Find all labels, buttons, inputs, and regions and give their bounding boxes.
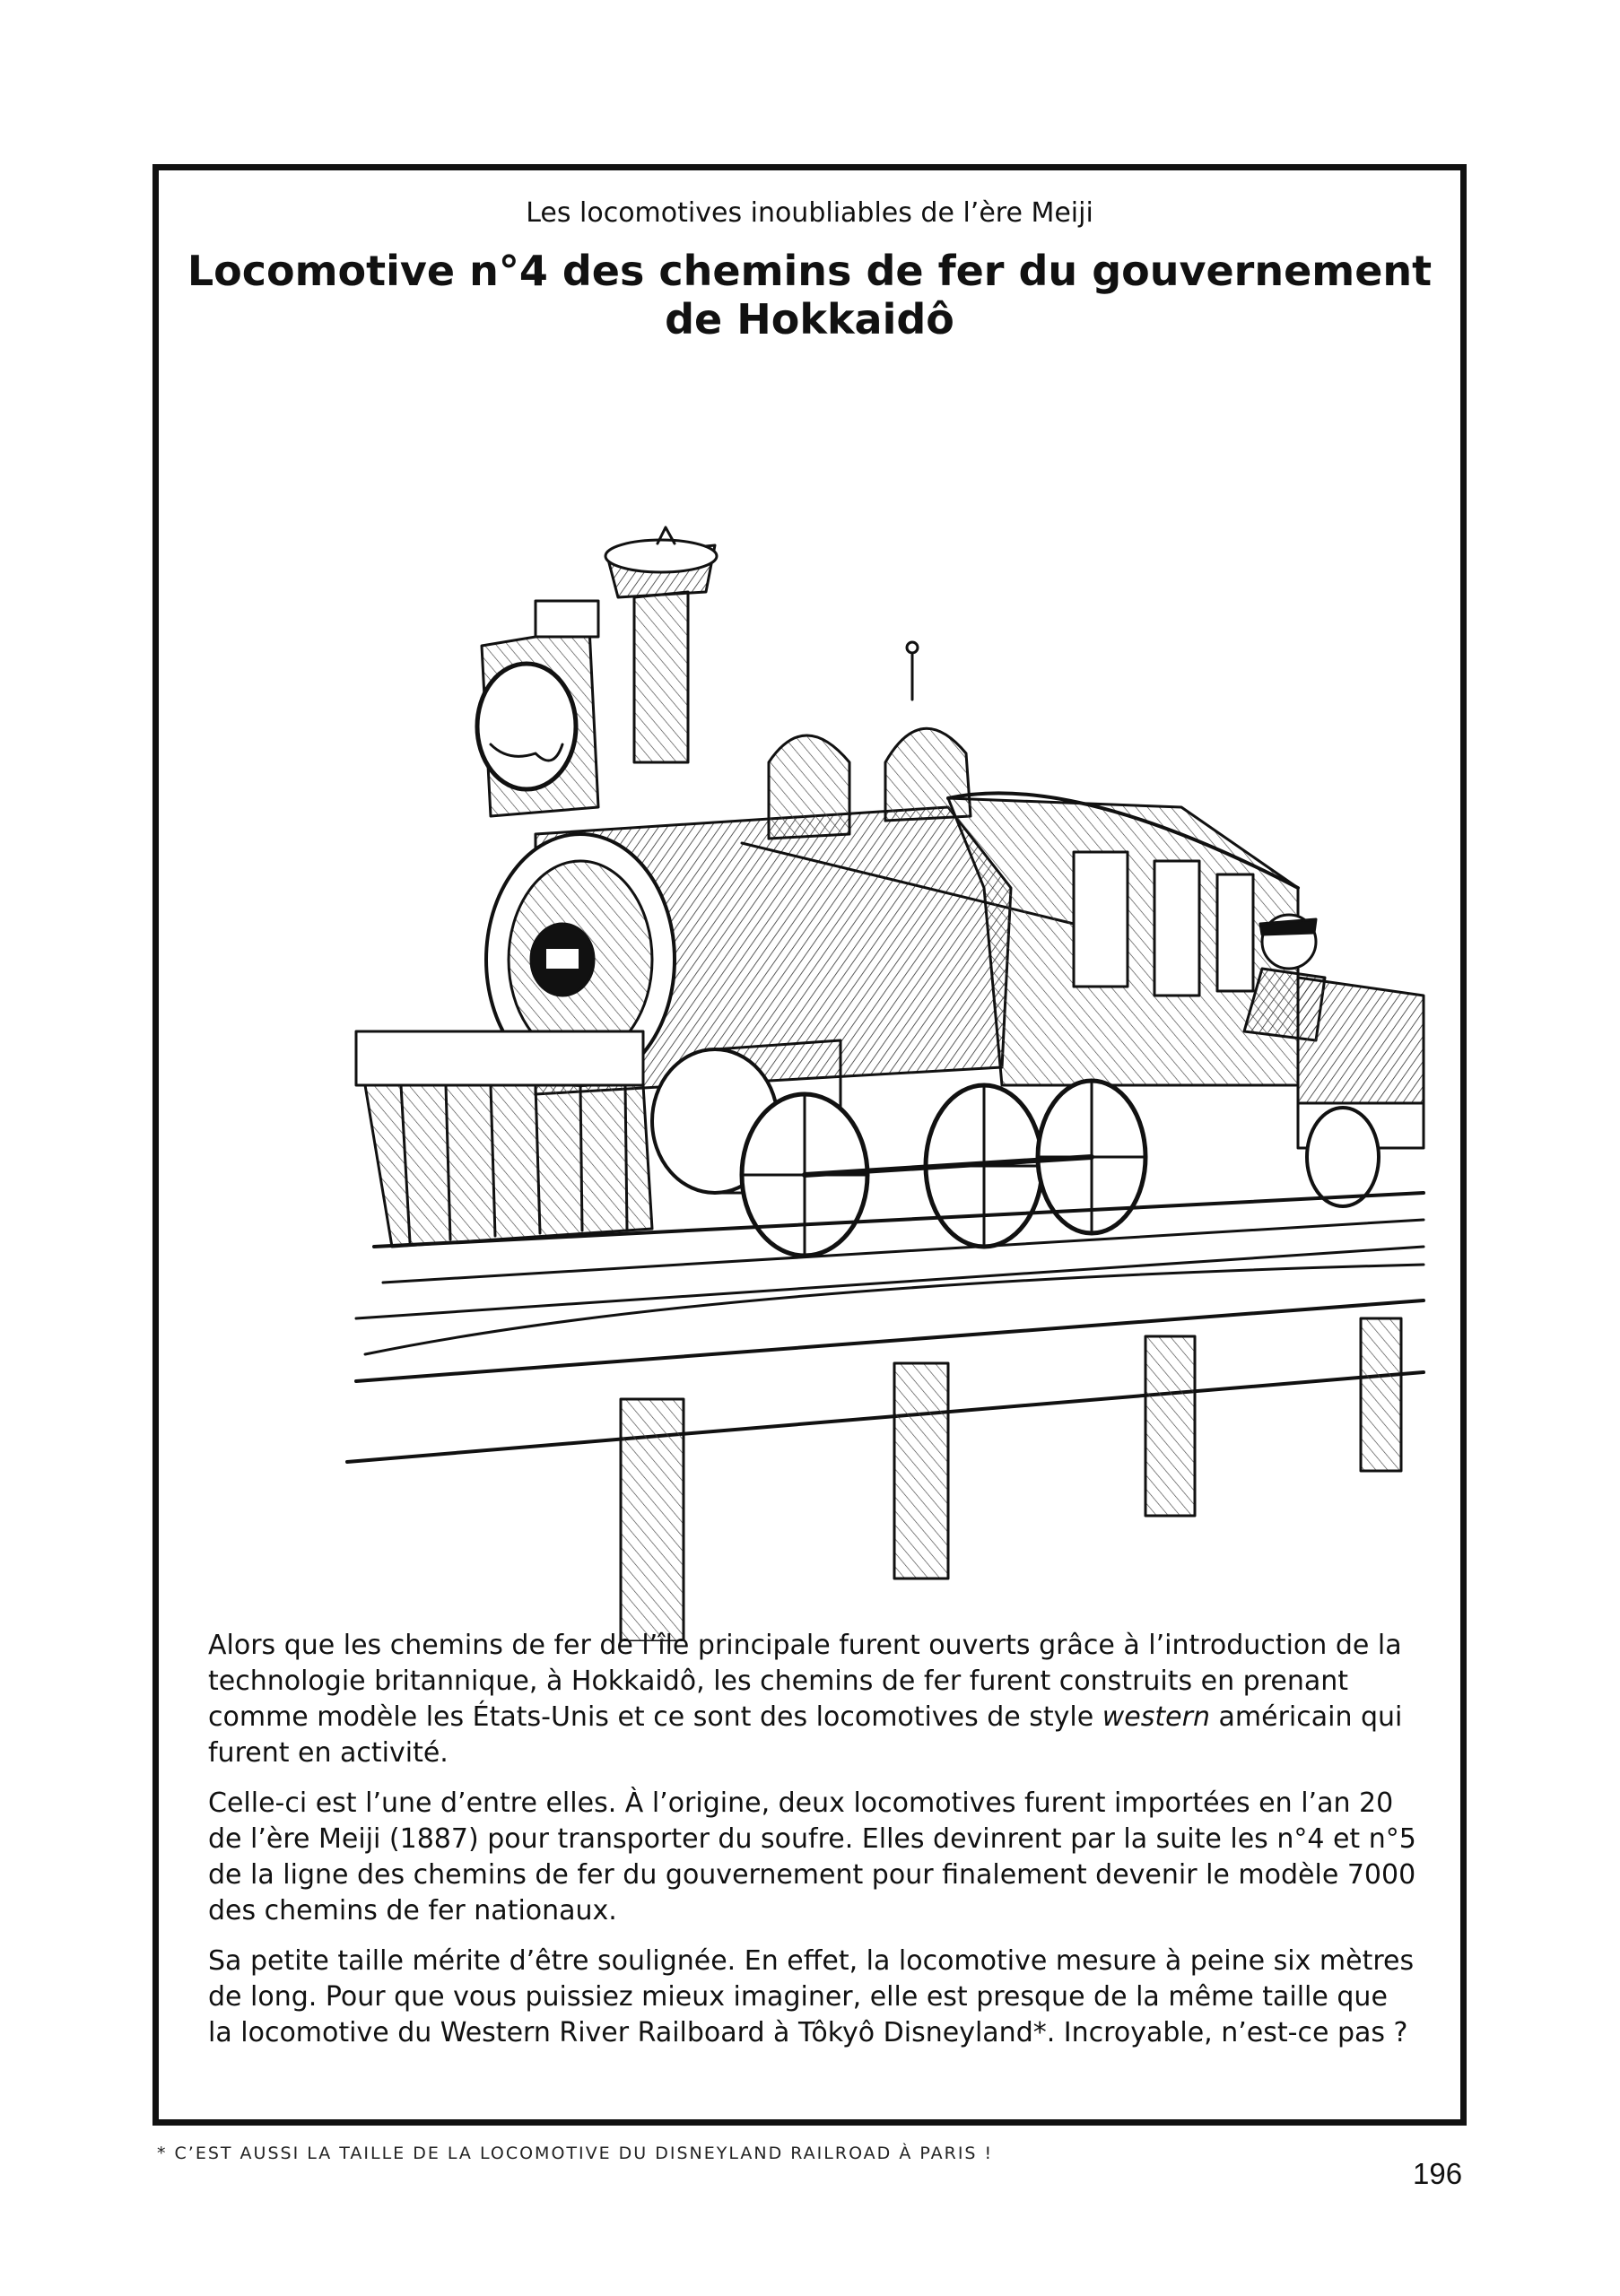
emphasis-western: western — [1102, 1701, 1210, 1733]
locomotive-illustration — [266, 386, 1433, 1641]
smokestack — [605, 527, 717, 762]
track — [347, 1193, 1424, 1641]
footnote: * C’EST AUSSI LA TAILLE DE LA LOCOMOTIVE DU DISNEYLAND RAILROAD À PARIS ! — [157, 2144, 994, 2163]
page-number: 196 — [1413, 2157, 1463, 2190]
body-text — [208, 1628, 1419, 2066]
paragraph-2: Celle-ci est l’une d’entre elles. À l’origine, deux locomotives furent importées en l’an 20 de l’ère Meiji (1887) pour transporter du soufre. Elles devinrent par la suite les n°4 et n°5 de la ligne des chemins de fer du gouvernement pour finalement devenir le modèle 7000 des chemins de fer nationaux. — [208, 1787, 1416, 1926]
headlamp — [477, 601, 598, 816]
page-frame — [152, 164, 1467, 2126]
cowcatcher — [356, 1031, 652, 1247]
page-title: Locomotive n°4 des chemins de fer du gouvernement de Hokkaidô — [187, 247, 1433, 344]
paragraph-1: Alors que les chemins de fer de l’île principale furent ouverts grâce à l’introduction de la technologie britannique, à Hokkaidô, les chemins de fer furent construits en prenant comme modèle les États-Unis et ce sont des locomotives de style western américain qui furent en activité. — [208, 1630, 1403, 1769]
paragraph-3: Sa petite taille mérite d’être soulignée. En effet, la locomotive mesure à peine six mètres de long. Pour que vous puissiez mieux imaginer, elle est presque de la même taille que la locomotive du Western River Railboard à Tôkyô Disneyland*. Incroyable, n’est-ce pas ? — [208, 1945, 1415, 2048]
cab — [948, 793, 1325, 1085]
page-subtitle: Les locomotives inoubliables de l’ère Meiji — [526, 197, 1093, 229]
